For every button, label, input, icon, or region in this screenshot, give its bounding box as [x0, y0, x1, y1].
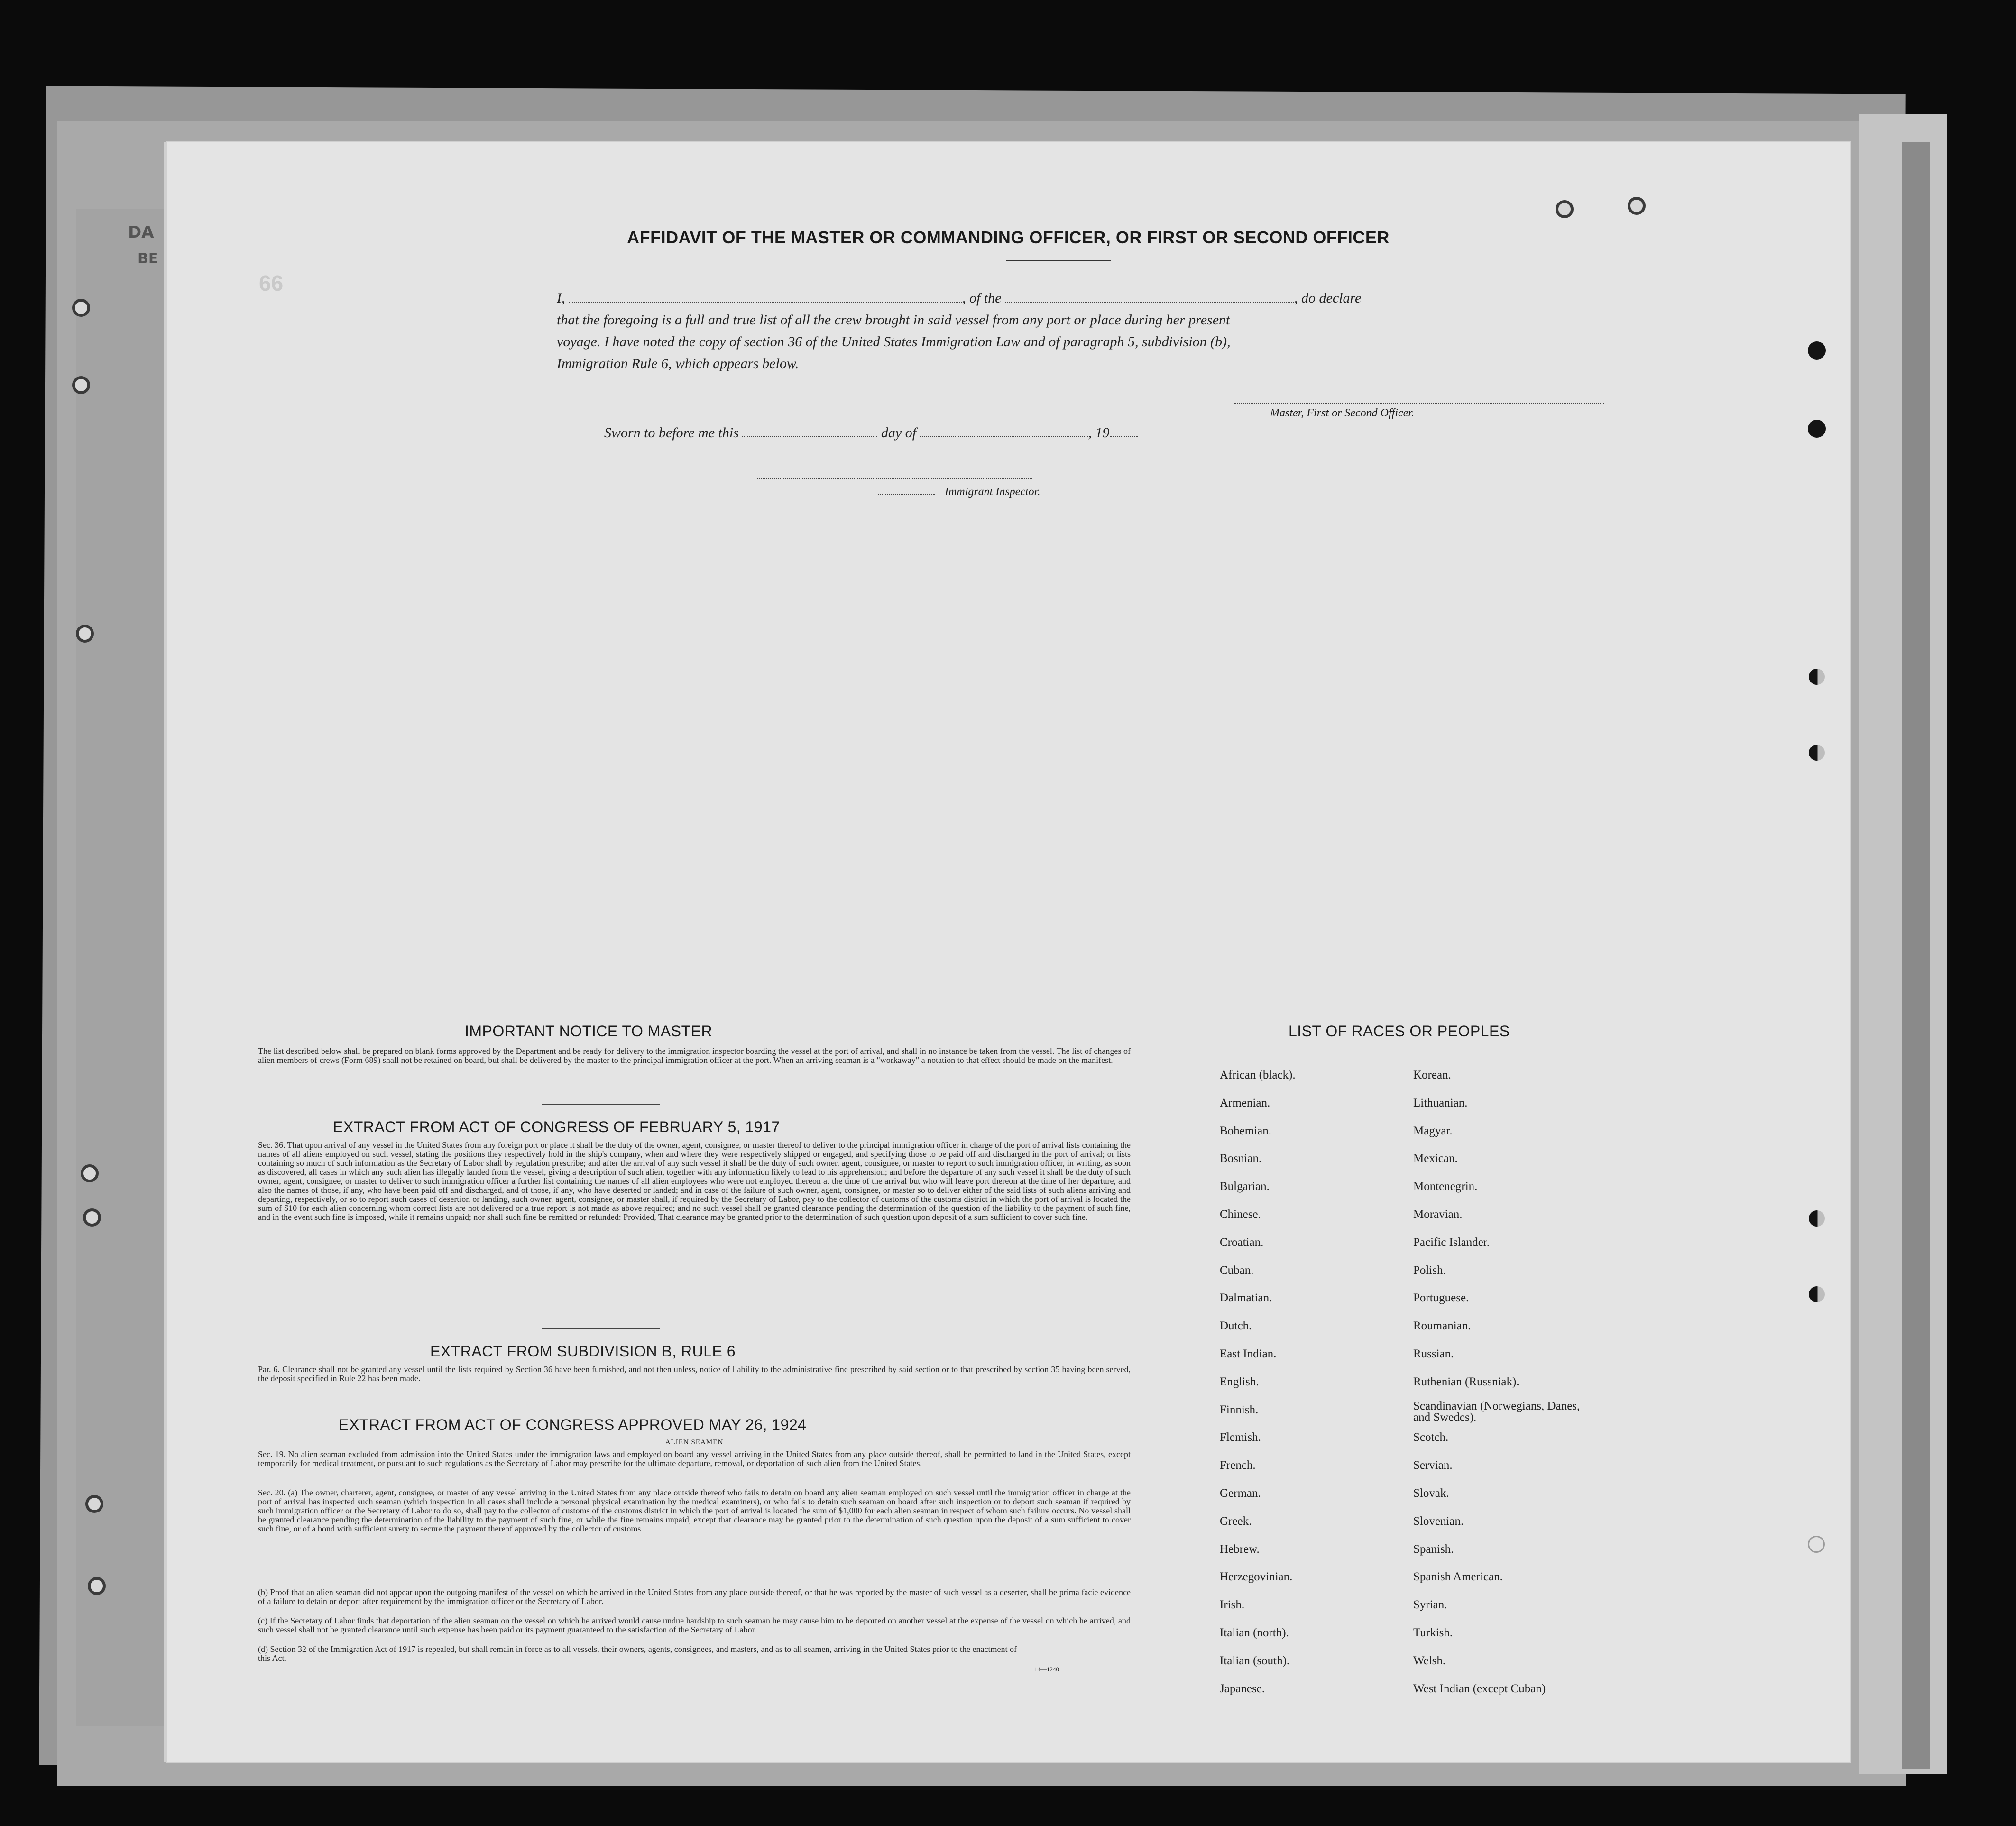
race-item: Magyar. [1413, 1124, 1453, 1137]
title-divider [1006, 260, 1111, 261]
race-item: Flemish. [1220, 1431, 1261, 1444]
master-signature-line[interactable] [1234, 402, 1604, 404]
declaration-line [557, 290, 1648, 306]
race-item: Bosnian. [1220, 1152, 1262, 1165]
race-item: Chinese. [1220, 1208, 1261, 1221]
year-text: , 19 [1088, 425, 1110, 441]
affidavit-title: AFFIDAVIT OF THE MASTER OR COMMANDING OFFICER, OR FIRST OR SECOND OFFICER [627, 228, 1390, 247]
section-divider [542, 1328, 660, 1329]
extract-1924-sec19: Sec. 19. No alien seaman excluded from admission into the United States under the immigration laws and employed on board any vessel arriving in the United States from any place outside thereof, shall be permitted to land in the United States, except temporarily for medical treatment, or pursuant to such regulations as the Secretary of Labor may prescribe for the ultimate departure, removal, or deportation of such alien from the United States. [258, 1449, 1131, 1468]
punch-hole [81, 1164, 99, 1182]
manifest-page: 66 AFFIDAVIT OF THE MASTER OR COMMANDING OFFICER, OR FIRST OR SECOND OFFICER I, , of the , do declare that the foregoing is a full and true list of all the crew brought in said vessel from any port or place during her present voyage. I have noted the copy of section 36 of the United States Immigration Law and of paragraph 5, subdivision (b), Immigration Rule 6, which appears below. Master, First or Second Officer. Sworn to before me this day of , 19 Immigrant Inspector. IMPORTANT NOTICE TO MASTER The list described below shall be prepared on blank forms approved by the Department and be ready for delivery to the immigration inspector boarding the vessel at the port of arrival, and shall in no instance be taken from the vessel. The list of changes of alien members of crews (Form 689) shall not be retained on board, but shall be delivered by the master to the principal immigration officer at the port. When an arriving seaman is a "workaway" a notation to that effect should be made on the manifest. EXTRACT FROM ACT OF CONGRESS OF FEBRUARY 5, 1917 Sec. 36. That upon arrival of any vessel in the United States from any foreign port or place it shall be the duty of the owner, agent, consignee, or master thereof to deliver to the principal immigration officer in charge of the port of arrival lists containing the names of all aliens employed on such vessel, stating the positions they respectively hold in the ship's company, when and where they were respectively shipped or engaged, and specifying those to be paid off and discharged in the port of arrival; or lists containing so much of such information as the Secretary of Labor shall by regulation prescribe; and after the arrival of any such vessel it shall be the duty of such owner, agent, consignee, or master to report to such immigration officer, in writing, as soon as discovered, all cases in which any such alien has illegally landed from the vessel, giving a description of such alien, together with any information likely to lead to his apprehension; and before the departure of any such vessel it shall be the duty of such owner, agent, consignee, or master to deliver to such immigration officer a further list containing the names of all alien employees who were not employed thereon at the time of the arrival but who will leave port thereon at the time of her departure, and also the names of those, if any, who have been paid off and discharged, and of those, if any, who have deserted or landed; and in case of the failure of such owner, agent, consignee, or master so to deliver either of the said lists of such aliens arriving and departing, respectively, or so to report such cases of desertion or landing, such owner, agent, consignee, or master shall, if required by the Secretary of Labor, pay to the collector of customs of the customs district in which the port of arrival is located the sum of $10 for each alien concerning whom correct lists are not delivered or a true report is not made as above required; and no such vessel shall be granted clearance pending the determination of the question of the liability to the payment of such fine, and in the event such fine is imposed, while it remains unpaid; nor shall such fine be remitted or refunded: Provided, That clearance may be granted prior to the determination of such question upon deposit of a sum sufficient to cover such fine. EXTRACT FROM SUBDIVISION B, RULE 6 Par. 6. Clearance shall not be granted any vessel until the lists required by Section 36 have been furnished, and not then unless, notice of liability to the administrative fine prescribed by said section or to that prescribed by section 35 having been served, the deposit specified in Rule 22 has been made. EXTRACT FROM ACT OF CONGRESS APPROVED MAY 26, 1924 ALIEN SEAMEN Sec. 19. No alien seaman excluded from admission into the United States under the immigration laws and employed on board any vessel arriving in the United States from any place outside thereof, shall be permitted to land in the United States, except temporarily for medical treatment, or pursuant to such regulations as the Secretary of Labor may prescribe for the ultimate departure, removal, or deportation of such alien from the United States. Sec. 20. (a) The owner, charterer, agent, consignee, or master of any vessel arriving in the United States from any place outside thereof who fails to detain on board any alien seaman employed on such vessel until the immigration officer in charge at the port of arrival has inspected such seaman (which inspection in all cases shall include a personal physical examination by the medical examiners), or who fails to detain such seaman on board after such inspection or to deport such seaman if required by such immigration officer or the Secretary of Labor to do so, shall pay to the collector of customs of the customs district in which the port of arrival is located the sum of $1,000 for each alien seaman in respect of whom such failure occurs. No vessel shall be granted clearance pending the determination of the liability to the payment of such fine, or while the fine remains unpaid, except that clearance may be granted prior to the determination of such question upon the deposit of a sum sufficient to cover such fine, or of a bond with sufficient surety to secure the payment thereof approved by the collector of customs. (b) Proof that an alien seaman did not appear upon the outgoing manifest of the vessel on which he arrived in the United States from any place outside thereof, or that he was reported by the master of such vessel as a deserter, shall be prima facie evidence of a failure to detain or deport after requirement by the immigration officer or the Secretary of Labor. (c) If the Secretary of Labor finds that deportation of the alien seaman on the vessel on which he arrived would cause undue hardship to such seaman he may cause him to be deported on another vessel at the expense of the vessel on which he arrived, and such vessel shall not be granted clearance until such expense has been paid or its payment guaranteed to the satisfaction of the Secretary of Labor. (d) Section 32 of the Immigration Act of 1917 is repealed, but shall remain in force as to all vessels, their owners, agents, consignees, and masters, and as to all seamen, arriving in the United States prior to the enactment of this Act. 14—1240 LIST OF RACES OR PEOPLES African (black). Armenian. Bohemian. Bosnian. Bulgarian. Chinese. Croatian. Cuban. Dalmatian. Dutch. East Indian. English. Finnish. Flemish. French. German. Greek. Hebrew. Herzegovinian. Irish. Italian (north). Italian (south). Japanese. Korean. Lithuanian. Magyar. Mexican. Montenegrin. Moravian. Pacific Islander. Polish. Portuguese. Roumanian. Russian. Ruthenian (Russniak). Scandinavian (Norwegians, Danes, and Swedes). Scotch. Servian. Slovak. Slovenian. Spanish. Spanish American. Syrian. Turkish. Welsh. West Indian (except Cuban) [167, 142, 1850, 1762]
name-blank[interactable] [569, 302, 962, 303]
punch-hole [85, 1495, 103, 1513]
punch-hole [83, 1208, 101, 1227]
race-item: Ruthenian (Russniak). [1413, 1375, 1519, 1388]
race-item: Roumanian. [1413, 1319, 1471, 1333]
bleed-through-page-number: 66 [259, 271, 284, 295]
declaration-text: that the foregoing is a full and true list of all the crew brought in said vessel from any port or place during her present [557, 312, 1230, 328]
race-item: Slovak. [1413, 1487, 1449, 1500]
race-item: Moravian. [1413, 1208, 1463, 1221]
declaration-text: voyage. I have noted the copy of section 36 of the United States Immigration Law and of paragraph 5, subdivision (b), [557, 334, 1231, 350]
race-item: Bohemian. [1220, 1124, 1272, 1137]
race-item: Turkish. [1413, 1626, 1453, 1639]
declaration-i: I, [557, 290, 565, 306]
races-title: LIST OF RACES OR PEOPLES [1289, 1023, 1510, 1040]
punch-hole [1808, 341, 1826, 360]
race-item: Russian. [1413, 1347, 1454, 1360]
race-item: Syrian. [1413, 1598, 1447, 1612]
race-item: Servian. [1413, 1459, 1453, 1472]
race-item: Lithuanian. [1413, 1096, 1468, 1109]
punch-hole [1809, 1286, 1825, 1302]
vessel-blank[interactable] [1005, 302, 1294, 303]
extract-1924-sec20c: (c) If the Secretary of Labor finds that deportation of the alien seaman on the vessel on which he arrived would cause undue hardship to such seaman he may cause him to be deported on another vessel at the expense of the vessel on which he arrived, and such vessel shall not be granted clearance until such expense has been paid or its payment guaranteed to the satisfaction of the Secretary of Labor. [258, 1616, 1131, 1634]
race-item: Japanese. [1220, 1682, 1265, 1695]
race-item: African (black). [1220, 1069, 1296, 1081]
declaration-do-declare: , do declare [1294, 290, 1362, 306]
back-sheet-stamp: DA [128, 223, 154, 242]
race-item: Italian (north). [1220, 1626, 1289, 1639]
sworn-line [604, 425, 1138, 441]
declaration-text: Immigration Rule 6, which appears below. [557, 356, 799, 371]
punch-hole [76, 625, 94, 643]
race-item: Irish. [1220, 1598, 1245, 1612]
extract-1924-subtitle: ALIEN SEAMEN [665, 1439, 724, 1446]
extract-rule6-body: Par. 6. Clearance shall not be granted any vessel until the lists required by Section 36 have been furnished, and not then unless, notice of liability to the administrative fine prescribed by said section or to that prescribed by section 35 having been served, the deposit specified in Rule 22 has been made. [258, 1365, 1131, 1383]
extract-1924-sec20b: (b) Proof that an alien seaman did not appear upon the outgoing manifest of the vessel on which he arrived in the United States from any place outside thereof, or that he was reported by the master of such vessel as a deserter, shall be prima facie evidence of a failure to detain or deport after requirement by the immigration officer or the Secretary of Labor. [258, 1587, 1131, 1606]
inspector-signature-label: Immigrant Inspector. [945, 486, 1040, 498]
race-item: Hebrew. [1220, 1542, 1260, 1556]
race-item: Italian (south). [1220, 1654, 1290, 1667]
race-item: Spanish. [1413, 1542, 1454, 1556]
back-sheet-stamp: BE [138, 250, 158, 267]
race-item: Welsh. [1413, 1654, 1446, 1667]
sworn-text: Sworn to before me this [604, 425, 739, 441]
punch-hole [72, 299, 90, 317]
race-item: Dutch. [1220, 1319, 1252, 1333]
race-item: Montenegrin. [1413, 1180, 1478, 1193]
declaration-of-the: , of the [962, 290, 1002, 306]
extract-1924-title: EXTRACT FROM ACT OF CONGRESS APPROVED MAY 26, 1924 [339, 1416, 807, 1433]
form-number: 14—1240 [1034, 1666, 1059, 1673]
sworn-day-blank[interactable] [742, 436, 877, 437]
sworn-year-blank[interactable] [1110, 436, 1138, 437]
punch-hole [1628, 197, 1646, 215]
race-item: Polish. [1413, 1263, 1446, 1277]
punch-hole [88, 1577, 106, 1595]
race-item: Croatian. [1220, 1236, 1264, 1249]
race-item: Korean. [1413, 1069, 1451, 1081]
race-item: Armenian. [1220, 1096, 1270, 1109]
punch-hole [1808, 1536, 1825, 1553]
inspector-signature-lead [878, 493, 935, 495]
sworn-month-blank[interactable] [920, 436, 1088, 437]
punch-hole [1809, 669, 1825, 685]
race-item: Scotch. [1413, 1431, 1449, 1444]
race-item: Dalmatian. [1220, 1291, 1272, 1305]
race-item: East Indian. [1220, 1347, 1277, 1360]
race-item: German. [1220, 1487, 1261, 1500]
day-of-text: day of [881, 425, 917, 441]
punch-hole [1556, 200, 1574, 218]
punch-hole [72, 376, 90, 394]
race-item: West Indian (except Cuban) [1413, 1682, 1546, 1695]
race-item: Greek. [1220, 1514, 1252, 1528]
punch-hole [1809, 1210, 1825, 1227]
master-signature-label: Master, First or Second Officer. [1270, 407, 1414, 419]
section-divider [542, 1104, 660, 1105]
extract-1917-title: EXTRACT FROM ACT OF CONGRESS OF FEBRUARY 5, 1917 [333, 1118, 780, 1135]
race-item: Spanish American. [1413, 1570, 1503, 1584]
race-item: French. [1220, 1459, 1256, 1472]
extract-rule6-title: EXTRACT FROM SUBDIVISION B, RULE 6 [430, 1343, 736, 1360]
notice-body: The list described below shall be prepared on blank forms approved by the Department and be ready for delivery to the immigration inspector boarding the vessel at the port of arrival, and shall in no instance be taken from the vessel. The list of changes of alien members of crews (Form 689) shall not be retained on board, but shall be delivered by the master to the principal immigration officer at the port. When an arriving seaman is a "workaway" a notation to that effect should be made on the manifest. [258, 1046, 1131, 1065]
extract-1917-body: Sec. 36. That upon arrival of any vessel in the United States from any foreign port or place it shall be the duty of the owner, agent, consignee, or master thereof to deliver to the principal immigration officer in charge of the port of arrival lists containing the names of all aliens employed on such vessel, stating the positions they respectively hold in the ship's company, when and where they were respectively shipped or engaged, and specifying those to be paid off and discharged in the port of arrival; or lists containing so much of such information as the Secretary of Labor shall by regulation prescribe; and after the arrival of any such vessel it shall be the duty of such owner, agent, consignee, or master to report to such immigration officer, in writing, as soon as discovered, all cases in which any such alien has illegally landed from the vessel, giving a description of such alien, together with any information likely to lead to his apprehension; and before the departure of any such vessel it shall be the duty of such owner, agent, consignee, or master to deliver to such immigration officer a further list containing the names of all alien employees who were not employed thereon at the time of the arrival but who will leave port thereon at the time of her departure, and also the names of those, if any, who have been paid off and discharged, and of those, if any, who have deserted or landed; and in case of the failure of such owner, agent, consignee, or master so to deliver either of the said lists of such aliens arriving and departing, respectively, or so to report such cases of desertion or landing, such owner, agent, consignee, or master shall, if required by the Secretary of Labor, pay to the collector of customs of the customs district in which the port of arrival is located the sum of $10 for each alien concerning whom correct lists are not delivered or a true report is not made as above required; and no such vessel shall be granted clearance pending the determination of the question of the liability to the payment of such fine, and in the event such fine is imposed, while it remains unpaid; nor shall such fine be remitted or refunded: Provided, That clearance may be granted prior to the determination of such question upon deposit of a sum sufficient to cover such fine. [258, 1140, 1131, 1222]
extract-1924-sec20a: Sec. 20. (a) The owner, charterer, agent, consignee, or master of any vessel arriving in the United States from any place outside thereof who fails to detain on board any alien seaman employed on such vessel until the immigration officer in charge at the port of arrival has inspected such seaman (which inspection in all cases shall include a personal physical examination by the medical examiners), or who fails to detain such seaman on board after such inspection or to deport such seaman if required by such immigration officer or the Secretary of Labor to do so, shall pay to the collector of customs of the customs district in which the port of arrival is located the sum of $1,000 for each alien seaman in respect of whom such failure occurs. No vessel shall be granted clearance pending the determination of the liability to the payment of such fine, or while the fine remains unpaid, except that clearance may be granted prior to the determination of such question upon the deposit of a sum sufficient to cover such fine, or of a bond with sufficient surety to secure the payment thereof approved by the collector of customs. [258, 1488, 1131, 1533]
race-item: Bulgarian. [1220, 1180, 1270, 1193]
punch-hole [1809, 745, 1825, 761]
race-item: Slovenian. [1413, 1514, 1464, 1528]
punch-hole [1808, 420, 1826, 438]
race-item: Cuban. [1220, 1263, 1254, 1277]
extract-1924-sec20d: (d) Section 32 of the Immigration Act of 1917 is repealed, but shall remain in force as to all vessels, their owners, agents, consignees, and masters, and as to all seamen, arriving in the United States prior to the enactment of this Act. [258, 1644, 1017, 1663]
race-item: Scandinavian (Norwegians, Danes, and Swedes). [1413, 1399, 1580, 1424]
race-item: Pacific Islander. [1413, 1236, 1490, 1249]
inspector-signature-line[interactable] [757, 477, 1032, 479]
race-item: Mexican. [1413, 1152, 1458, 1165]
sheet-edge [1902, 142, 1930, 1769]
race-item: Herzegovinian. [1220, 1570, 1293, 1584]
race-item: Portuguese. [1413, 1291, 1469, 1305]
race-item: Finnish. [1220, 1403, 1259, 1416]
race-item: English. [1220, 1375, 1259, 1388]
